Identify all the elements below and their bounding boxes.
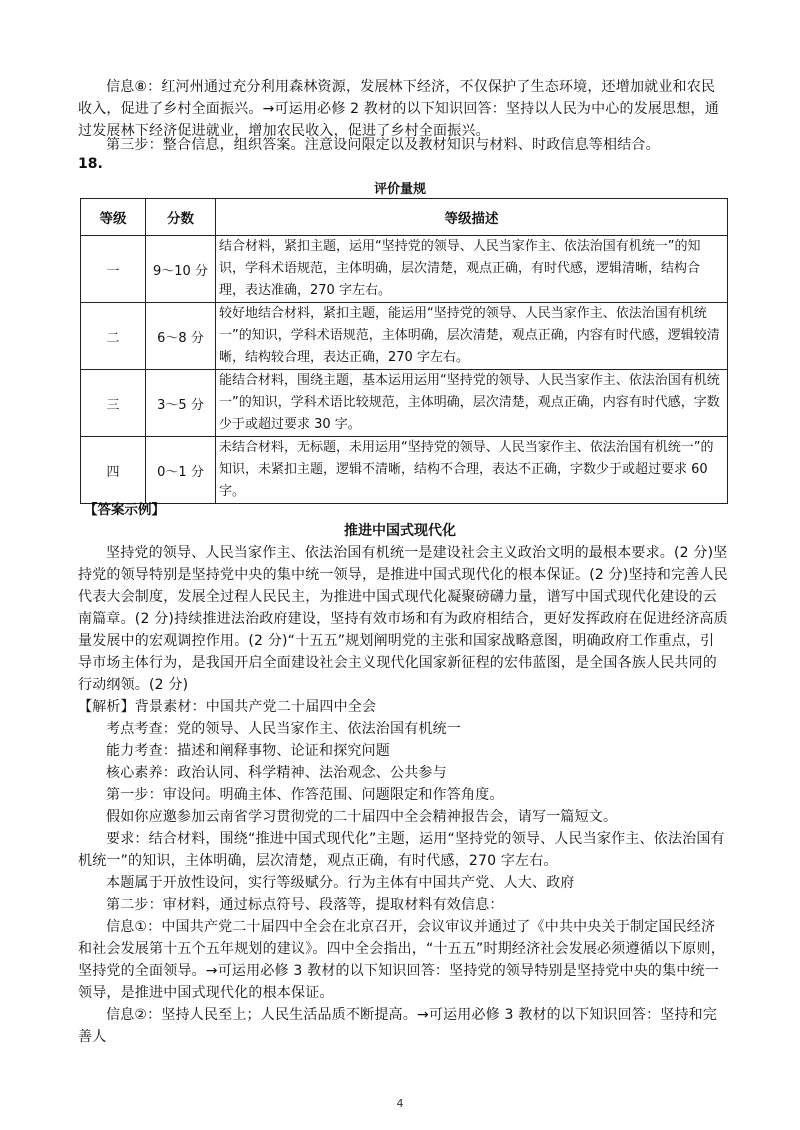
table-row	[81, 303, 728, 370]
analysis-background: 【解析】背景素材：中国共产党二十届四中全会	[78, 699, 377, 715]
analysis-step1: 第一步：审设问。明确主体、作答范围、问题限定和作答角度。	[106, 787, 504, 803]
analysis-open-question: 本题属于开放性设问，实行等级赋分。行为主体有中国共产党、人大、政府	[106, 875, 575, 891]
row-score: 6～8 分	[146, 303, 216, 370]
example-label: 【答案示例】	[84, 502, 165, 518]
row-score: 3～5 分	[146, 370, 216, 437]
analysis-ability: 能力考查：描述和阐释事物、论证和探究问题	[106, 743, 390, 759]
page-number: 4	[396, 1097, 404, 1110]
header-level: 等级	[81, 199, 146, 236]
analysis-test-points: 考点考查：党的领导、人民当家作主、依法治国有机统一	[106, 721, 461, 737]
analysis-step2: 第二步：审材料，通过标点符号、段落等，提取材料有效信息：	[106, 897, 504, 913]
row-description: 结合材料，紧扣主题，运用“坚持党的领导、人民当家作主、依法治国有机统一”的知识，学科术语规范，主体明确，层次清楚，观点正确，有时代感，逻辑清晰，结构合理，表达准确，270 字左右。	[216, 236, 728, 303]
table-row	[81, 437, 728, 504]
example-body	[78, 542, 728, 696]
question-number: 18.	[78, 156, 103, 172]
row-level: 一	[81, 236, 146, 303]
analysis-requirement: 要求：结合材料，围绕“推进中国式现代化”主题，运用“坚持党的领导、人民当家作主、依法治国有机统一”的知识，主体明确，层次清楚，观点正确，有时代感，270 字左右。	[78, 831, 725, 869]
row-description: 较好地结合材料，紧扣主题，能运用“坚持党的领导、人民当家作主、依法治国有机统一”的知识，学科术语规范，主体明确，层次清楚，观点正确，内容有时代感，逻辑较清晰，结构较合理，表达正确，270 字左右。	[216, 303, 728, 370]
row-level: 二	[81, 303, 146, 370]
row-level: 四	[81, 437, 146, 504]
header-description: 等级描述	[216, 199, 728, 236]
table-row	[81, 370, 728, 437]
example-body-text: 坚持党的领导、人民当家作主、依法治国有机统一是建设社会主义政治文明的最根本要求。(2 分)坚持党的领导特别是坚持党中央的集中统一领导，是推进中国式现代化的根本保证。(2 分)坚持和完善人民代表大会制度，发展全过程人民民主，为推进中国式现代化凝聚磅礴力量，谱写中国式现代化建设的云南篇章。(2 分)持续推进法治政府建设，坚持有效市场和有为政府相结合，更好发挥政府在促进经济高质量发展中的宏观调控作用。(2 分)“十五五”规划阐明党的主张和国家战略意图，明确政府工作重点，引导市场主体行为，是我国开启全面建设社会主义现代化国家新征程的宏伟蓝图，是全国各族人民共同的行动纲领。(2 分)	[78, 545, 728, 693]
table-header-row	[81, 199, 728, 236]
analysis-scenario: 假如你应邀参加云南省学习贯彻党的二十届四中全会精神报告会，请写一篇短文。	[106, 809, 618, 825]
row-description: 能结合材料，围绕主题，基本运用运用“坚持党的领导、人民当家作主、依法治国有机统一”的知识，学科术语比较规范，主体明确，层次清楚，观点正确，内容有时代感，字数少于或超过要求 30 字。	[216, 370, 728, 437]
analysis-section	[78, 696, 728, 1048]
analysis-info1: 信息①：中国共产党二十届四中全会在北京召开，会议审议并通过了《中共中央关于制定国民经济和社会发展第十五个五年规划的建议》。四中全会指出，“十五五”时期经济社会发展必须遵循以下原则，坚持党的全面领导。→可运用必修 3 教材的以下知识回答：坚持党的领导特别是坚持党中央的集中统一领导，是推进中国式现代化的根本保证。	[78, 919, 725, 1001]
row-level: 三	[81, 370, 146, 437]
analysis-info2: 信息②：坚持人民至上；人民生活品质不断提高。→可运用必修 3 教材的以下知识回答：坚持和完善人	[78, 1007, 718, 1045]
row-description: 未结合材料，无标题，未用运用“坚持党的领导、人民当家作主、依法治国有机统一”的知识，未紧扣主题，逻辑不清晰，结构不合理，表达不正确，字数少于或超过要求 60 字。	[216, 437, 728, 504]
header-score: 分数	[146, 199, 216, 236]
rubric-table	[80, 198, 728, 504]
row-score: 9～10 分	[146, 236, 216, 303]
row-score: 0～1 分	[146, 437, 216, 504]
info8-paragraph	[78, 76, 728, 142]
analysis-literacy: 核心素养：政治认同、科学精神、法治观念、公共参与	[106, 765, 447, 781]
step3-paragraph	[78, 134, 728, 156]
table-row	[81, 236, 728, 303]
step3-text: 第三步：整合信息，组织答案。注意设问限定以及教材知识与材料、时政信息等相结合。	[106, 137, 660, 153]
example-title: 推进中国式现代化	[344, 523, 456, 539]
table-caption: 评价量规	[373, 182, 426, 197]
info8-text: 信息⑧：红河州通过充分利用森林资源，发展林下经济，不仅保护了生态环境，还增加就业和农民收入，促进了乡村全面振兴。→可运用必修 2 教材的以下知识回答：坚持以人民为中心的发展思想，通过发展林下经济促进就业，增加农民收入，促进了乡村全面振兴。	[78, 79, 719, 139]
